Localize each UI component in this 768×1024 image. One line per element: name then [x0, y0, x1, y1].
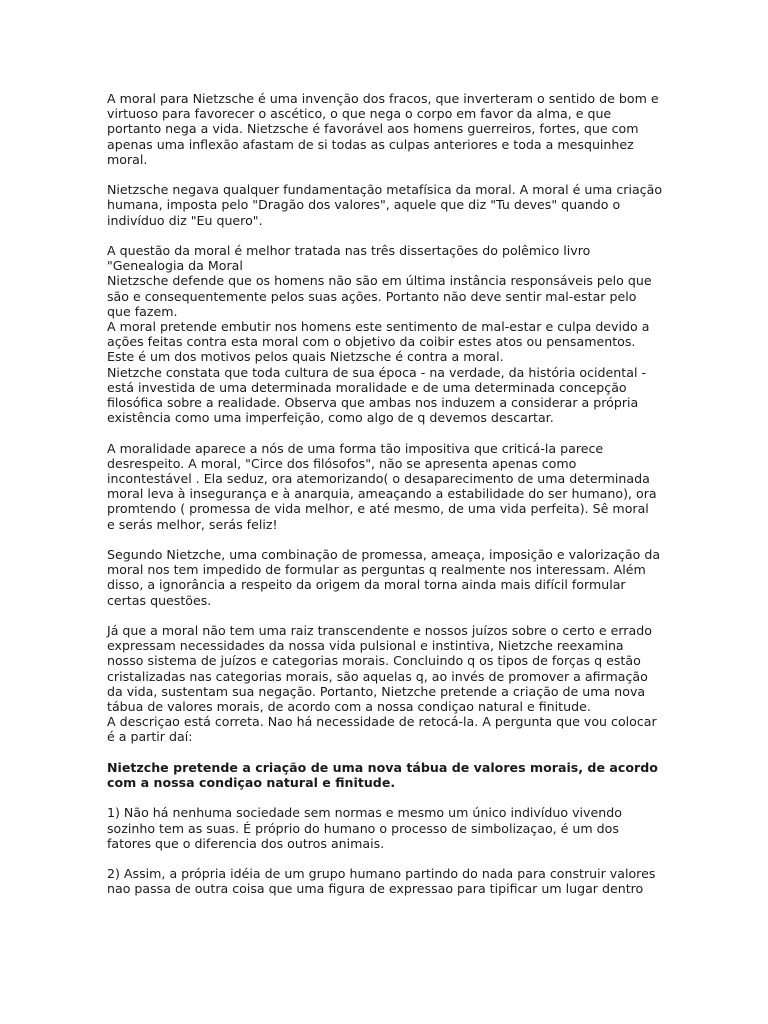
text-line: humana, imposta pelo "Dragão dos valores", aquele que diz "Tu deves" quando o — [107, 197, 621, 213]
paragraph-point-2 — [107, 866, 667, 896]
text-line: virtuoso para favorecer o ascético, o que nega o corpo em favor da alma, e que — [107, 106, 612, 122]
text-line: Este é um dos motivos pelos quais Nietzsche é contra a moral. — [107, 349, 504, 365]
text-line: fatores que o diferencia dos outros animais. — [107, 835, 385, 851]
text-line: está investida de uma determinada moralidade e de uma determinada concepção — [107, 379, 627, 395]
text-line: 1) Não há nenhuma sociedade sem normas e mesmo um único indivíduo vivendo — [107, 805, 622, 821]
text-line: Já que a moral não tem uma raiz transcendente e nossos juízos sobre o certo e errado — [107, 623, 652, 639]
text-line: tábua de valores morais, de acordo com a nossa condiçao natural e finitude. — [107, 699, 591, 715]
text-line: incontestável . Ela seduz, ora atemorizando( o desaparecimento de uma determinada — [107, 471, 650, 487]
text-line: portanto nega a vida. Nietzsche é favorável aos homens guerreiros, fortes, que com — [107, 121, 639, 137]
text-line: ações feitas contra esta moral com o objetivo da coibir estes atos ou pensamentos. — [107, 334, 636, 350]
text-line: A descriçao está correta. Nao há necessidade de retocá-la. A pergunta que vou colocar — [107, 714, 657, 730]
text-line: Nietzsche defende que os homens não são em última instância responsáveis pelo que — [107, 273, 652, 289]
text-line: apenas uma inflexão afastam de si todas as culpas anteriores e toda a mesquinhez — [107, 136, 634, 152]
text-line: Segundo Nietzche, uma combinação de promessa, ameaça, imposição e valorização da — [107, 547, 661, 563]
text-line: cristalizadas nas categorias morais, são aquelas q, ao invés de promover a afirmação — [107, 668, 648, 684]
text-line: moral nos tem impedido de formular as perguntas q realmente nos interessam. Além — [107, 562, 646, 578]
bold-heading-thesis — [107, 760, 667, 790]
text-line: são e consequentemente pelos suas ações. Portanto não deve sentir mal-estar pelo — [107, 288, 637, 304]
text-line: que fazem. — [107, 303, 178, 319]
text-line: filosófica sobre a realidade. Observa que ambas nos induzem a considerar a própria — [107, 395, 639, 411]
text-line: da vida, sustentam sua negação. Portanto, Nietzche pretende a criação de uma nova — [107, 683, 646, 699]
text-line: nao passa de outra coisa que uma figura de expressao para tipificar um lugar dentro — [107, 881, 644, 897]
text-line: promtendo ( promessa de vida melhor, e até mesmo, de uma vida perfeita). Sê moral — [107, 501, 649, 517]
text-line: Nietzche constata que toda cultura de sua época - na verdade, da história ocidental - — [107, 364, 646, 380]
text-line: certas questões. — [107, 592, 212, 608]
text-line: expressam necessidades da nossa vida pulsional e instintiva, Nietzche reexamina — [107, 638, 624, 654]
text-line: nosso sistema de juízos e categorias morais. Concluindo q os tipos de forças q estão — [107, 653, 641, 669]
text-line: Nietzche pretende a criação de uma nova tábua de valores morais, de acordo — [107, 759, 658, 775]
paragraph-point-1 — [107, 805, 667, 851]
text-line: A moral para Nietzsche é uma invenção dos fracos, que inverteram o sentido de bom e — [107, 91, 659, 106]
text-line: indivíduo diz "Eu quero". — [107, 212, 263, 228]
document-body — [107, 91, 667, 912]
text-line: A moralidade aparece a nós de uma forma tão impositiva que criticá-la parece — [107, 440, 604, 456]
text-line: "Genealogia da Moral — [107, 258, 243, 274]
text-line: é a partir daí: — [107, 729, 193, 745]
paragraph-moral-invention — [107, 91, 667, 167]
text-line: disso, a ignorância a respeito da origem da moral torna ainda mais difícil formular — [107, 577, 626, 593]
text-line: e serás melhor, serás feliz! — [107, 516, 278, 532]
paragraph-promise-threat — [107, 547, 667, 608]
text-line: sozinho tem as suas. É próprio do humano o processo de simbolizaçao, é um dos — [107, 820, 619, 836]
text-line: Nietzsche negava qualquer fundamentação metafísica da moral. A moral é uma criação — [107, 182, 663, 198]
text-line: 2) Assim, a própria idéia de um grupo humano partindo do nada para construir valores — [107, 866, 656, 882]
text-line: moral leva à insegurança e à anarquia, ameaçando a estabilidade do ser humano), ora — [107, 486, 657, 502]
paragraph-morality-imposition — [107, 441, 667, 532]
paragraph-genealogy — [107, 243, 667, 425]
text-line: com a nossa condiçao natural e finitude. — [107, 775, 396, 791]
text-line: existência como uma imperfeição, como algo de q devemos descartar. — [107, 410, 554, 426]
text-line: A questão da moral é melhor tratada nas três dissertações do polêmico livro — [107, 243, 591, 258]
paragraph-metaphysical-foundation — [107, 182, 667, 228]
paragraph-transcendent-root — [107, 623, 667, 745]
text-line: A moral pretende embutir nos homens este sentimento de mal-estar e culpa devido a — [107, 319, 650, 335]
text-line: desrespeito. A moral, "Circe dos filósofos", não se apresenta apenas como — [107, 455, 577, 471]
text-line: moral. — [107, 151, 148, 167]
